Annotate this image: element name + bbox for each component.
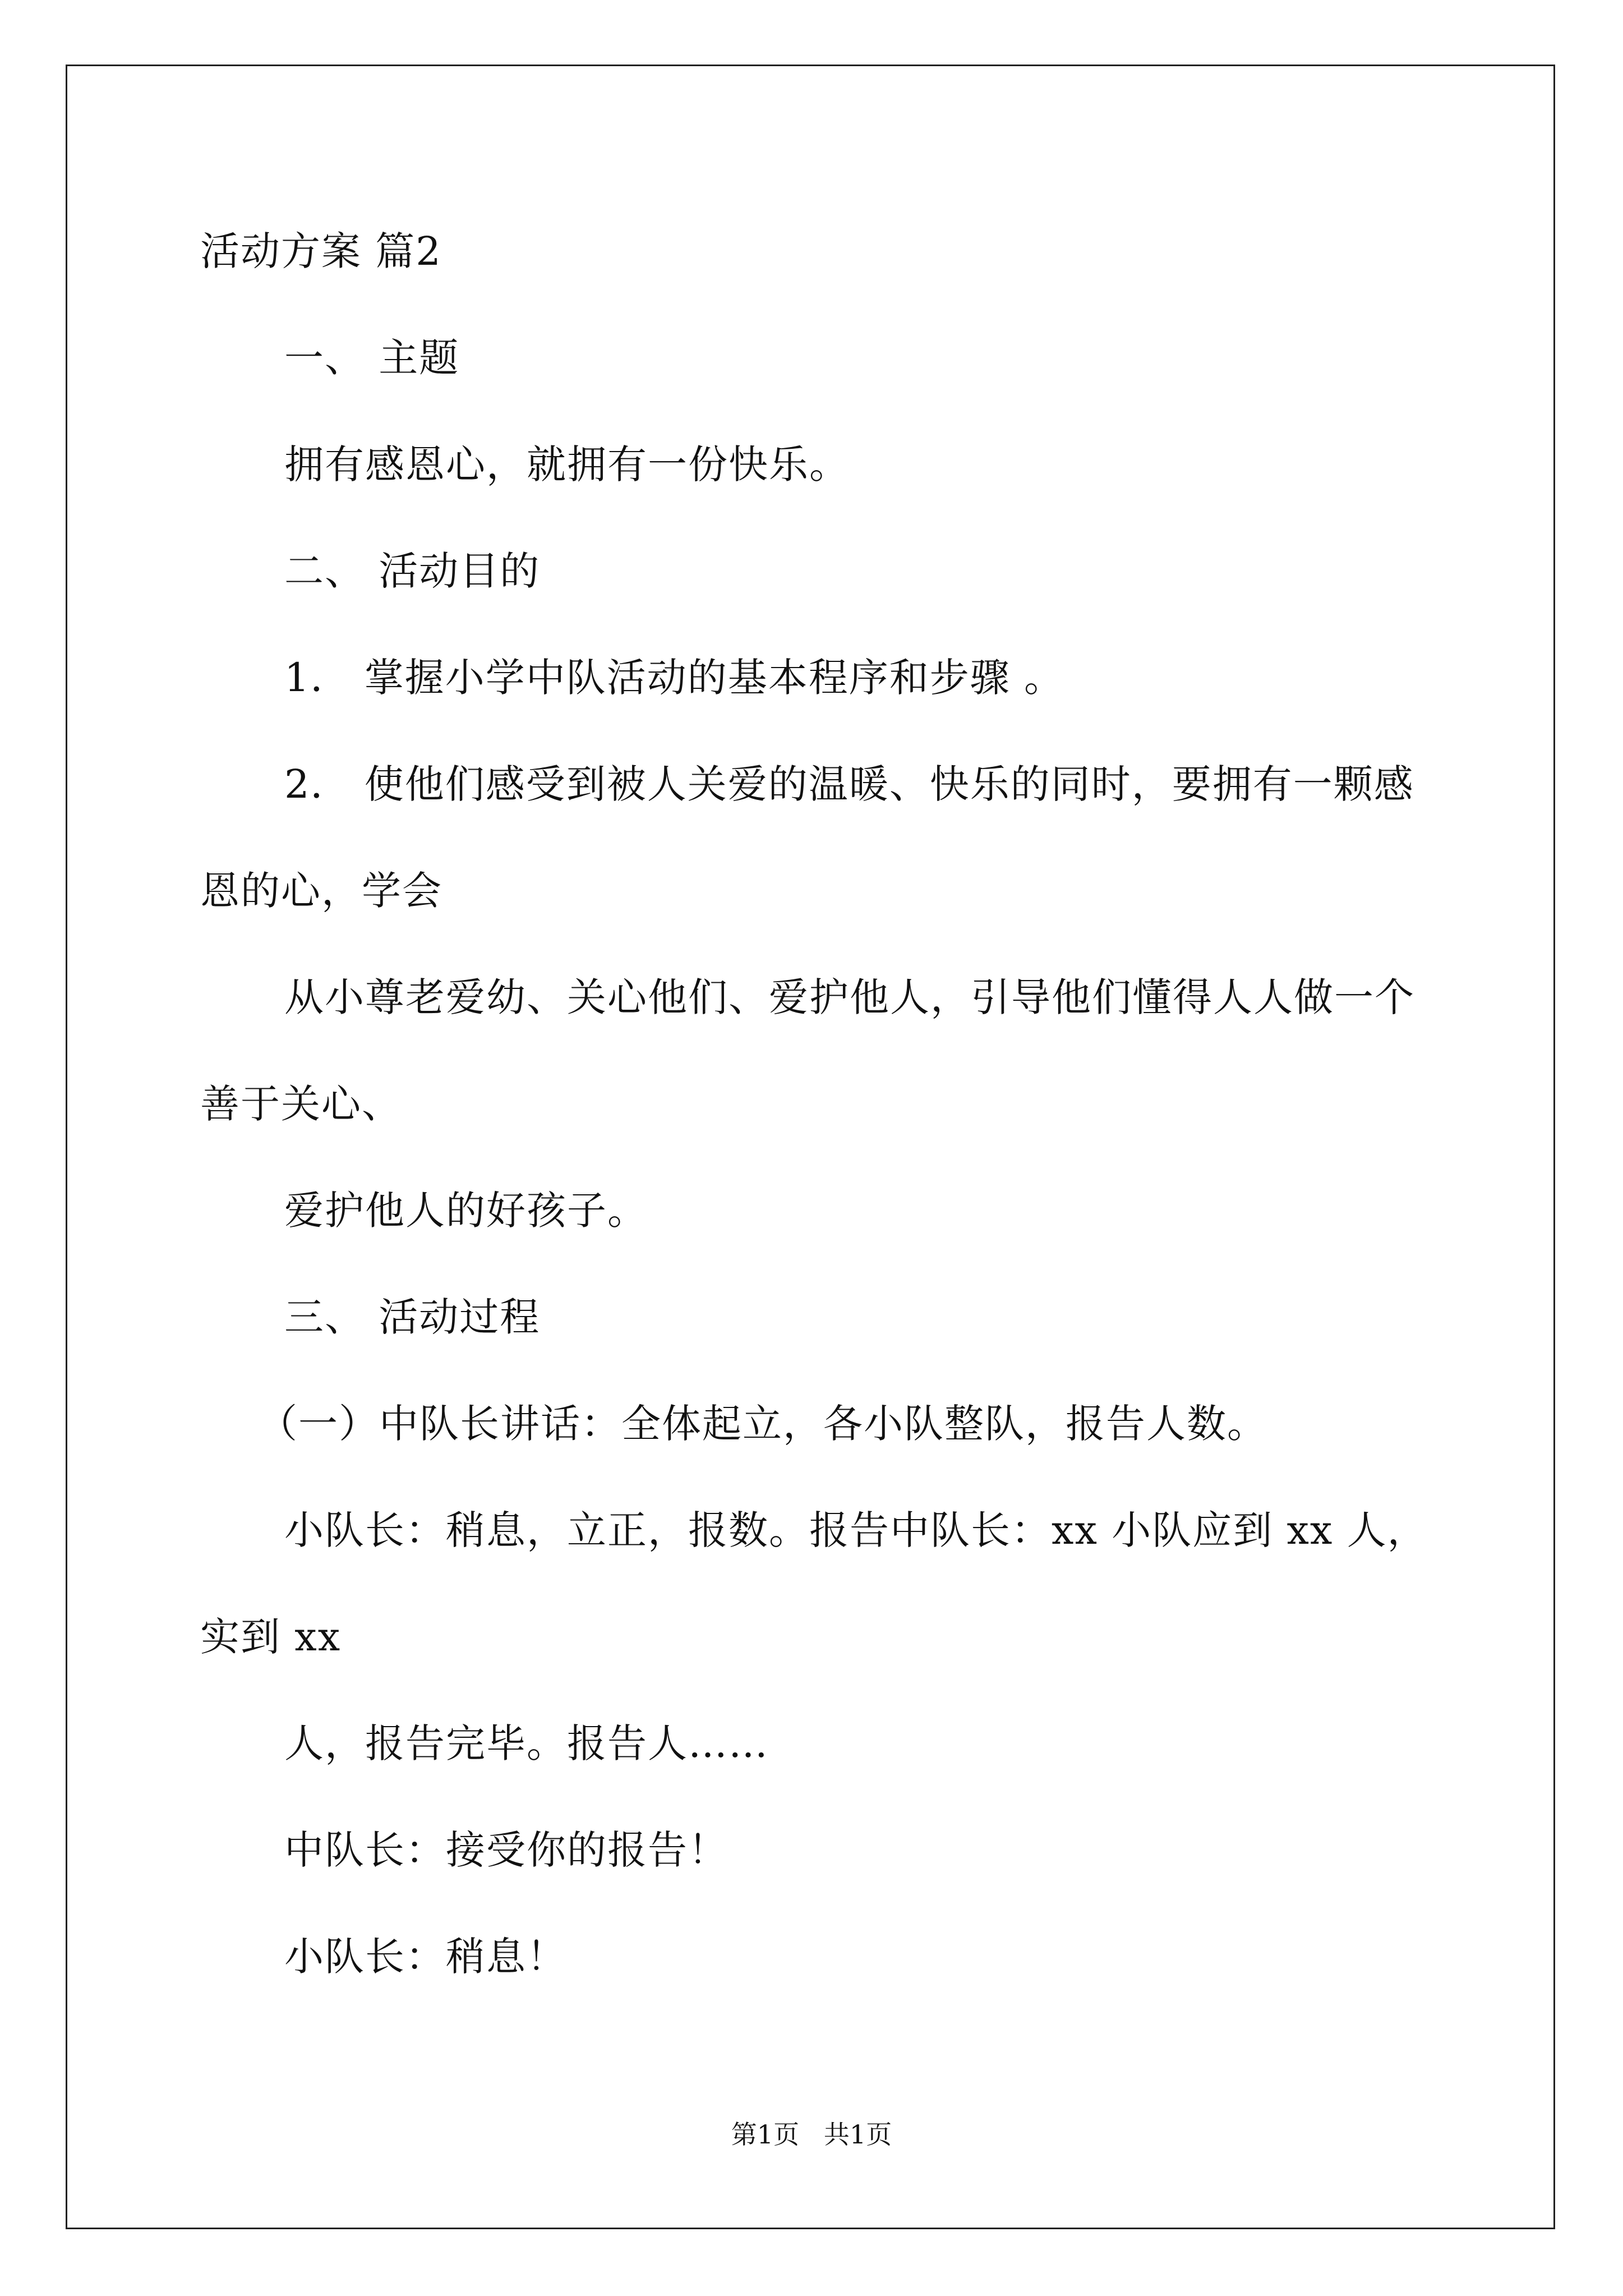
heading-purpose: 二、 活动目的 <box>284 548 541 594</box>
paragraph-theme: 拥有感恩心，就拥有一份快乐。 <box>284 441 850 487</box>
paragraph-purpose-3: 从小尊老爱幼、关心他们、爱护他人，引导他们懂得人人做一个 <box>284 974 1415 1020</box>
paragraph-purpose-2: 2． 使他们感受到被人关爱的温暖、快乐的同时，要拥有一颗感 <box>284 761 1414 807</box>
page-border <box>66 65 1555 2229</box>
paragraph-purpose-3-cont: 善于关心、 <box>200 1081 402 1127</box>
paragraph-purpose-2-cont: 恩的心，学会 <box>200 868 442 914</box>
paragraph-process-2-cont: 实到 xx <box>200 1614 342 1660</box>
paragraph-process-1: （一）中队长讲话：全体起立，各小队整队，报告人数。 <box>258 1401 1267 1447</box>
heading-theme: 一、 主题 <box>284 335 460 381</box>
paragraph-process-5: 小队长：稍息！ <box>284 1934 567 1980</box>
heading-process: 三、 活动过程 <box>284 1294 541 1340</box>
paragraph-purpose-1: 1． 掌握小学中队活动的基本程序和步骤 。 <box>284 655 1065 701</box>
paragraph-process-4: 中队长：接受你的报告！ <box>284 1827 728 1873</box>
page-number-footer: 第1页 共1页 <box>731 2119 892 2150</box>
paragraph-purpose-4: 爱护他人的好孩子。 <box>284 1188 648 1234</box>
paragraph-process-2: 小队长：稍息，立正，报数。报告中队长：xx 小队应到 xx 人， <box>284 1507 1428 1553</box>
paragraph-process-3: 人，报告完毕。报告人…… <box>284 1720 769 1766</box>
document-title: 活动方案 篇2 <box>200 228 442 274</box>
